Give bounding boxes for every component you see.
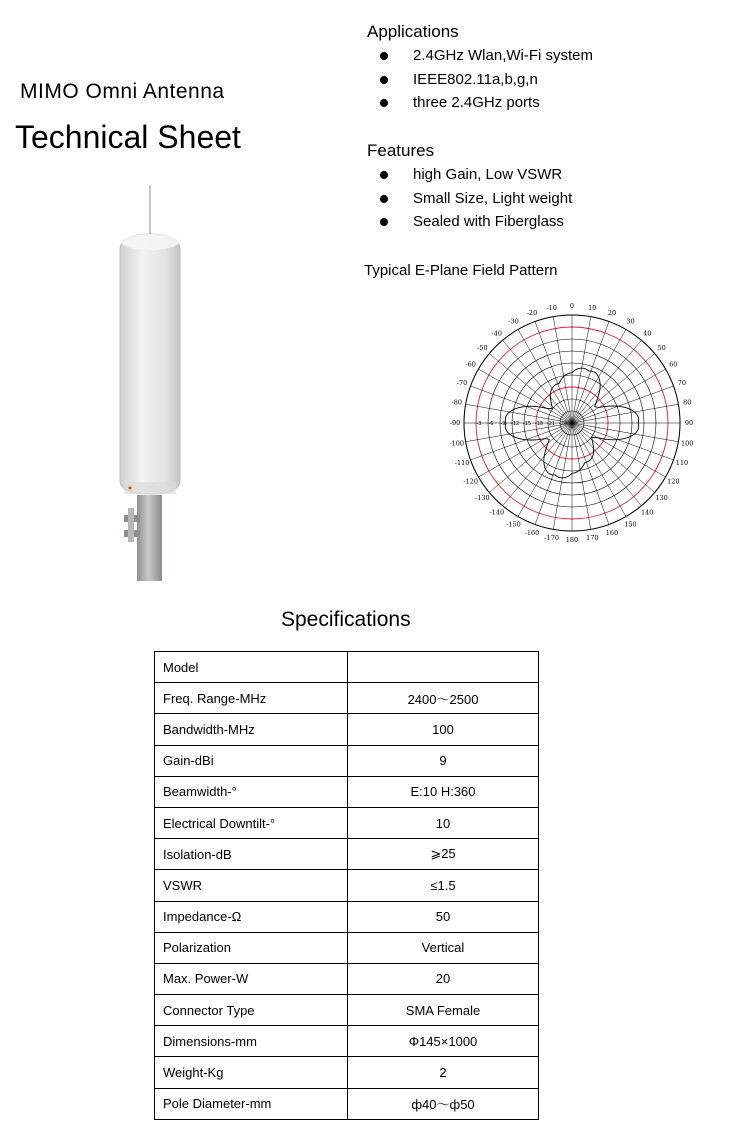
polar-ring-label: -24 [558,421,568,427]
bullet-dot-icon [380,76,388,84]
spec-value: ≤1.5 [348,870,539,901]
table-row [155,745,539,776]
e-plane-field-pattern [448,302,704,544]
spec-key: Freq. Range-MHz [155,683,348,714]
polar-ring-label: -6 [488,421,494,427]
table-row [155,995,539,1026]
spec-value: 20 [348,963,539,994]
spec-value: 2 [348,1057,539,1088]
spec-value: ⩾25 [348,839,539,870]
list-item: high Gain, Low VSWR [367,163,572,187]
polar-angle-label: 20 [607,309,617,318]
list-item: IEEE802.11a,b,g,n [367,68,593,92]
polar-angle-label: -150 [506,520,521,529]
table-row [155,652,539,683]
spec-key: Beamwidth-° [155,776,348,807]
spec-key: VSWR [155,870,348,901]
table-row [155,963,539,994]
table-row [155,932,539,963]
spec-key: Bandwidth-MHz [155,714,348,745]
polar-angle-label: 10 [588,303,597,312]
spec-key: Dimensions-mm [155,1026,348,1057]
polar-angle-label: -20 [526,309,538,318]
features-list [367,163,572,234]
bullet-dot-icon [380,171,388,179]
applications-list [367,44,593,115]
spec-key: Electrical Downtilt-° [155,807,348,838]
list-item: three 2.4GHz ports [367,91,593,115]
spec-value: SMA Female [348,995,539,1026]
polar-angle-label: 60 [669,360,678,369]
polar-ring-label: -12 [510,421,520,427]
table-row [155,1026,539,1057]
table-row [155,776,539,807]
polar-angle-label: 140 [640,508,654,517]
spec-key: Connector Type [155,995,348,1026]
polar-angle-label: 70 [677,378,687,387]
table-row [155,1057,539,1088]
bullet-dot-icon [380,52,388,60]
spec-value: 9 [348,745,539,776]
spec-value: 100 [348,714,539,745]
bullet-dot-icon [380,195,388,203]
spec-key: Gain-dBi [155,745,348,776]
spec-key: Polarization [155,932,348,963]
polar-ring-label: -18 [534,421,544,427]
spec-key: Pole Diameter-mm [155,1088,348,1119]
table-row [155,714,539,745]
list-item: Sealed with Fiberglass [367,210,572,234]
spec-key: Weight-Kg [155,1057,348,1088]
table-row [155,870,539,901]
specifications-heading: Specifications [281,608,411,631]
polar-angle-label: -140 [489,508,505,517]
table-row [155,901,539,932]
polar-angle-label: -100 [449,439,465,448]
bullet-dot-icon [380,218,388,226]
polar-angle-label: 110 [675,459,689,468]
spec-key: Max. Power-W [155,963,348,994]
polar-angle-label: -110 [454,459,470,468]
list-item: 2.4GHz Wlan,Wi-Fi system [367,44,593,68]
polar-grid [464,315,680,531]
table-row [155,807,539,838]
polar-angle-label: -130 [475,494,490,503]
polar-ring-label: -21 [546,421,556,427]
polar-angle-label: 100 [681,439,694,448]
table-row [155,1088,539,1119]
polar-angle-label: 50 [657,343,666,352]
spec-value [348,652,539,683]
spec-value: 2400～2500 [348,683,539,714]
polar-angle-label: 160 [605,528,619,537]
product-subtitle: MIMO Omni Antenna [20,80,225,103]
polar-angle-label: -120 [463,477,478,486]
polar-angle-label: -60 [465,360,476,369]
spec-value: ф40～ф50 [348,1088,539,1119]
table-row [155,839,539,870]
spec-value: Vertical [348,932,539,963]
polar-angle-label: -50 [477,343,488,352]
spec-value: Φ145×1000 [348,1026,539,1057]
polar-angle-label: -80 [451,398,463,407]
bullet-dot-icon [380,99,388,107]
polar-angle-label: -10 [546,303,557,312]
polar-ring-label: -15 [522,421,532,427]
polar-angle-label: 130 [655,494,668,503]
polar-angle-label: 150 [624,520,637,529]
polar-angle-label: 30 [626,317,635,326]
page-title: Technical Sheet [15,119,241,155]
spec-key: Isolation-dB [155,839,348,870]
polar-ring-label: -3 [476,421,482,427]
applications-heading: Applications [367,22,459,41]
antenna-product-image [108,182,188,584]
specifications-table [154,651,539,1120]
spec-value: 10 [348,807,539,838]
polar-angle-label: -70 [456,378,468,387]
polar-angle-label: -160 [524,528,540,537]
polar-angle-label: 90 [684,419,694,427]
polar-angle-label: 40 [643,329,652,338]
spec-value: 50 [348,901,539,932]
polar-angle-label: 80 [683,398,692,407]
polar-angle-label: -40 [491,329,503,338]
polar-ring-labels [477,421,568,427]
spec-key: Model [155,652,348,683]
polar-ring-label: -9 [500,421,506,427]
polar-angle-label: 0 [569,302,575,310]
polar-angle-label: 170 [586,534,599,543]
polar-angle-label: -170 [544,534,559,543]
spec-value: E:10 H:360 [348,776,539,807]
polar-angle-label: 120 [667,477,680,486]
polar-angle-label: 180 [565,536,579,544]
table-row [155,683,539,714]
spec-key: Impedance-Ω [155,901,348,932]
polar-angle-label: -30 [508,317,519,326]
field-pattern-label: Typical E-Plane Field Pattern [364,262,558,279]
features-heading: Features [367,141,435,160]
list-item: Small Size, Light weight [367,187,572,211]
polar-angle-label: -90 [449,419,461,427]
